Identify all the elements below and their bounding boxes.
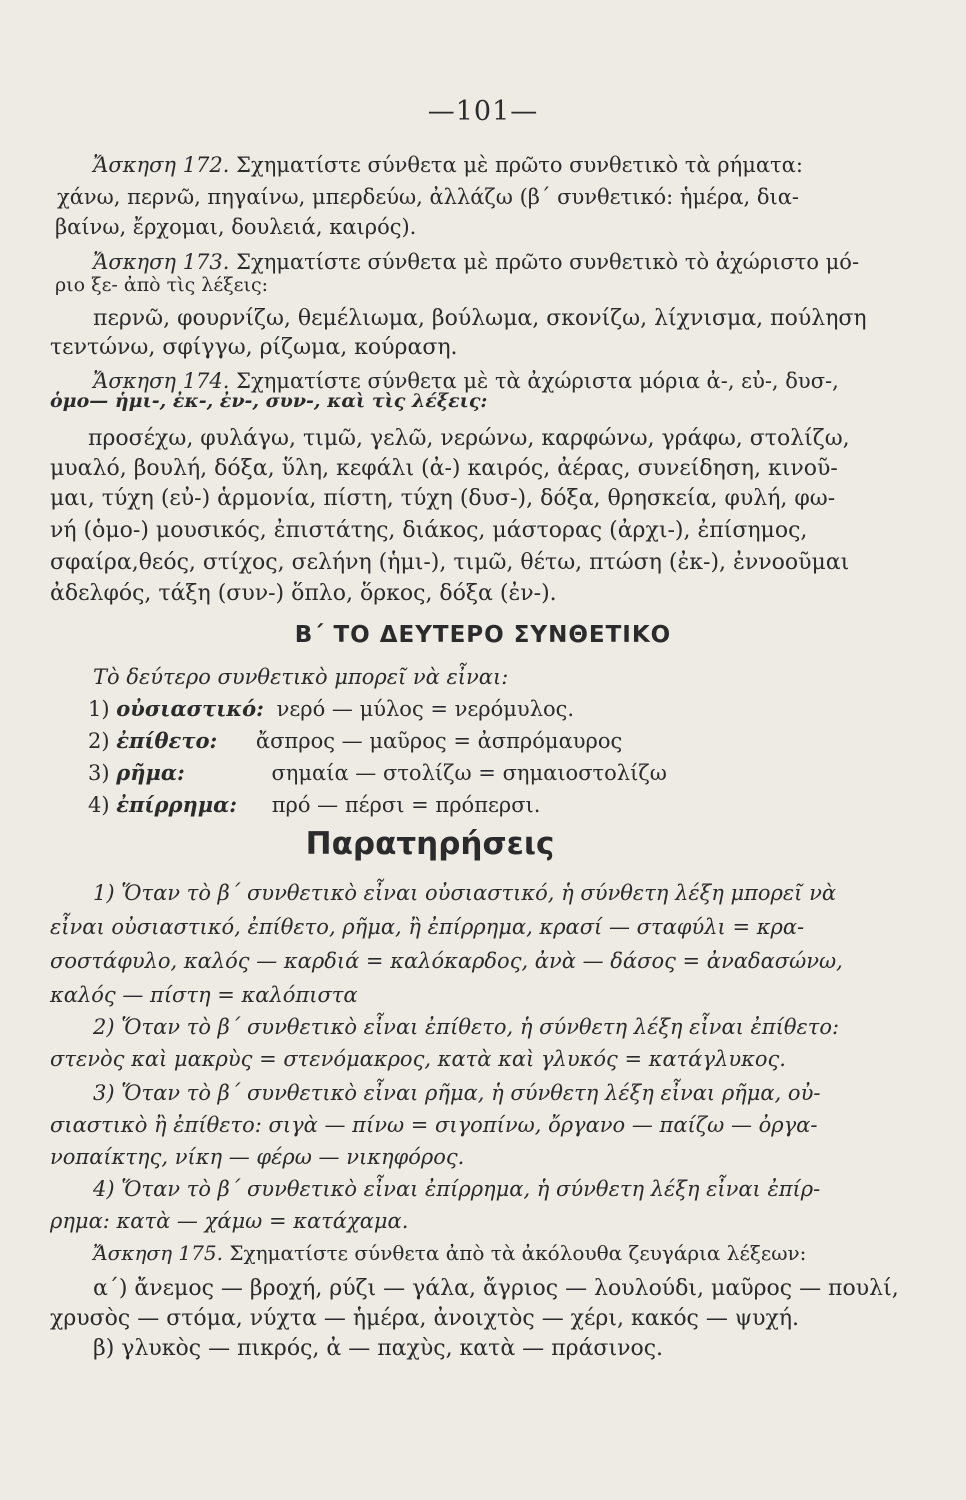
exercise-173-line1: Ἄσκηση 173. Σχηματίστε σύνθετα μὲ πρῶτο συνθετικὸ τὸ ἀχώριστο μό- <box>93 250 860 274</box>
exercise-174-line1: Ἄσκηση 174. Σχηματίστε σύνθετα μὲ τὰ ἀχώριστα μόρια ἀ-, εὐ-, δυσ-, <box>93 369 839 393</box>
page-number: —101— <box>427 96 539 127</box>
obs-line-3: σοστάφυλο, καλός — καρδιά = καλόκαρδος, ἀνὰ — δάσος = ἀναδασώνω, <box>50 949 843 973</box>
type-noun: 1) οὐσιαστικό: νερό — μύλος = νερόμυλος. <box>88 696 575 721</box>
obs-line-6: στενὸς καὶ μακρὺς = στενόμακρος, κατὰ καὶ γλυκός = κατάγλυκος. <box>50 1047 786 1071</box>
exercise-174-line7: σφαίρα,θεός, στίχος, σελήνη (ἡμι-), τιμῶ, θέτω, πτώση (ἐκ-), ἐννοοῦμαι <box>50 550 850 575</box>
exercise-173-line4: τεντώνω, σφίγγω, ρίζωμα, κούραση. <box>50 335 458 360</box>
exercise-172-line3: βαίνω, ἔρχομαι, δουλειά, καιρός). <box>55 215 417 239</box>
section-heading: Β΄ ΤΟ ΔΕΥΤΕΡΟ ΣΥΝΘΕΤΙΚΟ <box>294 622 672 648</box>
exercise-174-label: Ἄσκηση 174. <box>93 369 230 393</box>
exercise-175-line1: Ἄσκηση 175. Σχηματίστε σύνθετα ἀπὸ τὰ ἀκόλουθα ζευγάρια λέξεων: <box>93 1241 807 1265</box>
obs-line-7: 3) Ὅταν τὸ β΄ συνθετικὸ εἶναι ρῆμα, ἡ σύνθετη λέξη εἶναι ρῆμα, οὐ- <box>93 1081 821 1105</box>
exercise-172-line2: χάνω, περνῶ, πηγαίνω, μπερδεύω, ἀλλάζω (β΄ συνθετικό: ἡμέρα, δια- <box>57 185 800 209</box>
obs-line-2: εἶναι οὐσιαστικό, ἐπίθετο, ρῆμα, ἢ ἐπίρρημα, κρασί — σταφύλι = κρα- <box>50 915 805 939</box>
exercise-172-label: Ἄσκηση 172. <box>93 153 230 177</box>
obs-line-4: καλός — πίστη = καλόπιστα <box>50 983 358 1007</box>
observations-title: Παρατηρήσεις <box>305 826 555 862</box>
exercise-175-line2: α΄) ἄνεμος — βροχή, ρύζι — γάλα, ἄγριος — λουλούδι, μαῦρος — πουλί, <box>93 1276 899 1301</box>
obs-line-1: 1) Ὅταν τὸ β΄ συνθετικὸ εἶναι οὐσιαστικό, ἡ σύνθετη λέξη μπορεῖ νὰ <box>93 881 837 905</box>
exercise-174-line3: προσέχω, φυλάγω, τιμῶ, γελῶ, νερώνω, καρφώνω, γράφω, στολίζω, <box>88 426 850 451</box>
exercise-175-line4: β) γλυκὸς — πικρός, ἀ — παχὺς, κατὰ — πράσινος. <box>93 1336 664 1361</box>
type-adjective: 2) ἐπίθετο: ἄσπρος — μαῦρος = ἀσπρόμαυρος <box>88 728 623 753</box>
type-verb: 3) ρῆμα: σημαία — στολίζω = σημαιοστολίζω <box>88 760 667 785</box>
obs-line-5: 2) Ὅταν τὸ β΄ συνθετικὸ εἶναι ἐπίθετο, ἡ σύνθετη λέξη εἶναι ἐπίθετο: <box>93 1015 840 1039</box>
exercise-173-label: Ἄσκηση 173. <box>93 250 230 274</box>
obs-line-11: ρημα: κατὰ — χάμω = κατάχαμα. <box>50 1209 409 1233</box>
obs-line-8: σιαστικὸ ἢ ἐπίθετο: σιγὰ — πίνω = σιγοπίνω, ὄργανο — παίζω — ὀργα- <box>50 1113 818 1137</box>
exercise-174-line8: ἀδελφός, τάξη (συν-) ὅπλο, ὅρκος, δόξα (ἐν-). <box>50 581 557 606</box>
exercise-173-line3: περνῶ, φουρνίζω, θεμέλιωμα, βούλωμα, σκονίζω, λίχνισμα, πούληση <box>93 306 867 331</box>
exercise-174-line4: μυαλό, βουλή, δόξα, ὕλη, κεφάλι (ἀ-) καιρός, ἀέρας, συνείδηση, κινοῦ- <box>50 456 838 481</box>
second-compound-intro: Τὸ δεύτερο συνθετικὸ μπορεῖ νὰ εἶναι: <box>93 665 509 689</box>
type-adverb: 4) ἐπίρρημα: πρό — πέρσι = πρόπερσι. <box>88 792 541 817</box>
exercise-174-line5: μαι, τύχη (εὐ-) ἁρμονία, πίστη, τύχη (δυσ-), δόξα, θρησκεία, φυλή, φω- <box>50 486 836 511</box>
exercise-175-line3: χρυσὸς — στόμα, νύχτα — ἡμέρα, ἀνοιχτὸς — χέρι, κακός — ψυχή. <box>50 1306 799 1331</box>
exercise-174-line6: νή (ὁμο-) μουσικός, ἐπιστάτης, διάκος, μάστορας (ἀρχι-), ἐπίσημος, <box>50 518 808 543</box>
exercise-175-label: Ἄσκηση 175. <box>93 1241 223 1265</box>
obs-line-10: 4) Ὅταν τὸ β΄ συνθετικὸ εἶναι ἐπίρρημα, ἡ σύνθετη λέξη εἶναι ἐπίρ- <box>93 1177 821 1201</box>
exercise-173-line2: ριο ξε- ἀπὸ τὶς λέξεις: <box>55 274 268 296</box>
obs-line-9: νοπαίκτης, νίκη — φέρω — νικηφόρος. <box>50 1145 465 1169</box>
exercise-172-line1: Ἄσκηση 172. Σχηματίστε σύνθετα μὲ πρῶτο συνθετικὸ τὰ ρήματα: <box>93 153 803 177</box>
exercise-174-line2: ὁμο— ἡμι-, ἐκ-, ἐν-, συν-, καὶ τὶς λέξεις: <box>50 390 488 412</box>
